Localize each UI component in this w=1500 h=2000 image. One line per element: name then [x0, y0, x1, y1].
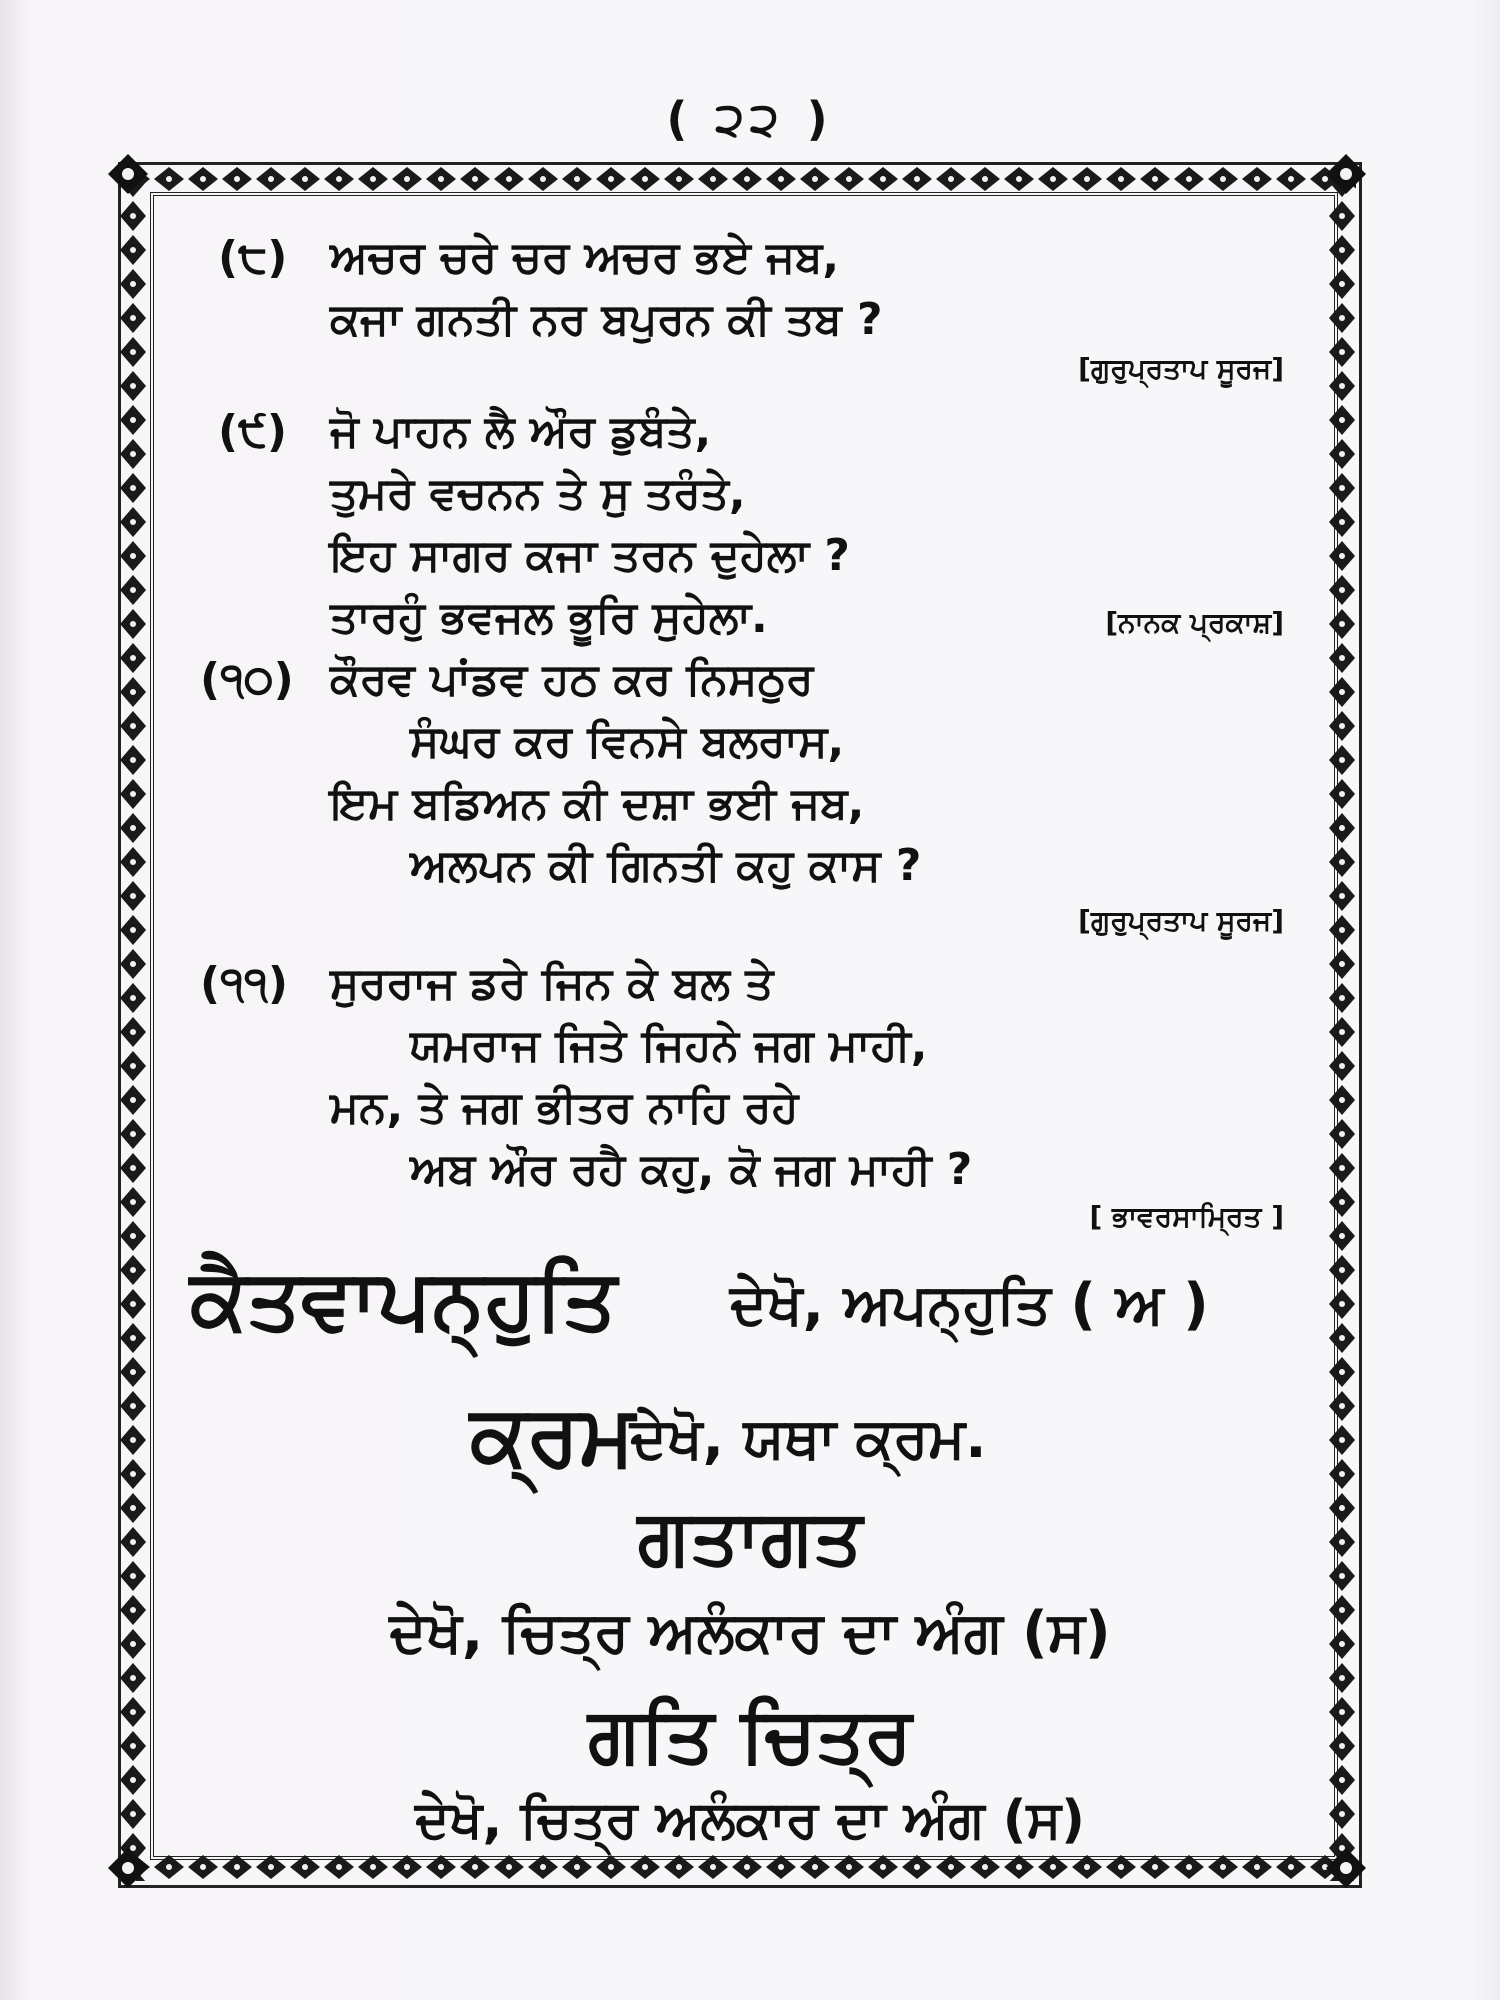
verse-number: (੧੧) — [200, 958, 289, 1009]
entry-heading: ਗਤਿ ਚਿਤ੍ਰ — [588, 1690, 912, 1779]
verse-line: ਤੁਮਰੇ ਵਚਨਨ ਤੇ ਸੁ ਤਰੰਤੇ, — [330, 468, 746, 519]
entry-heading: ਗਤਾਗਤ — [637, 1492, 863, 1581]
verse-number: (੧੦) — [200, 654, 294, 705]
verse-line: ਤਾਰਹੁੰ ਭਵਜਲ ਭੂਰਿ ਸੁਹੇਲਾ. — [330, 592, 768, 643]
verse-source: [ਨਾਨਕ ਪ੍ਰਕਾਸ਼] — [1105, 606, 1284, 639]
entry-reference: ਦੇਖੋ, ਯਥਾ ਕ੍ਰਮ. — [630, 1406, 987, 1471]
verse-line: ਕਜਾ ਗਨਤੀ ਨਰ ਬਪੁਰਨ ਕੀ ਤਬ ? — [330, 294, 883, 345]
verse-source: [ਗੁਰੁਪ੍ਰਤਾਪ ਸੂਰਜ] — [1078, 904, 1284, 937]
verse-line: ਮਨ, ਤੇ ਜਗ ਭੀਤਰ ਨਾਹਿ ਰਹੇ — [330, 1082, 799, 1133]
corner-ornament-bottom-left — [106, 1846, 150, 1890]
verse-line: ਇਮ ਬਡਿਅਨ ਕੀ ਦਸ਼ਾ ਭਈ ਜਬ, — [330, 778, 865, 829]
verse-line: ਸੁਰਰਾਜ ਡਰੇ ਜਿਨ ਕੇ ਬਲ ਤੇ — [330, 958, 774, 1009]
verse-line: ਇਹ ਸਾਗਰ ਕਜਾ ਤਰਨ ਦੁਹੇਲਾ ? — [330, 530, 850, 581]
border-pattern-top — [118, 164, 1356, 194]
verse-source: [ ਭਾਵਰਸਾਮ੍ਰਿਤ ] — [1089, 1200, 1284, 1233]
verse-line: ਯਮਰਾਜ ਜਿਤੇ ਜਿਹਨੇ ਜਗ ਮਾਹੀ, — [410, 1020, 928, 1071]
corner-ornament-top-left — [106, 152, 150, 196]
verse-line: ਜੋ ਪਾਹਨ ਲੈ ਔਰ ਡੁਬੰਤੇ, — [330, 406, 712, 457]
entry-heading: ਕੈਤਵਾਪਨ੍ਹੁਤਿ — [190, 1250, 617, 1348]
page-number: ( ੨੨ ) — [666, 92, 834, 146]
verse-number: (੮) — [218, 232, 288, 283]
verse-source: [ਗੁਰੁਪ੍ਰਤਾਪ ਸੂਰਜ] — [1078, 352, 1284, 385]
entry-heading: ਕ੍ਰਮ — [470, 1386, 635, 1484]
border-pattern-bottom — [118, 1852, 1356, 1882]
verse-line: ਅਲਪਨ ਕੀ ਗਿਨਤੀ ਕਹੁ ਕਾਸ ? — [410, 840, 922, 891]
verse-line: ਸੰਘਰ ਕਰ ਵਿਨਸੇ ਬਲਰਾਸ, — [410, 716, 845, 767]
verse-number: (੯) — [218, 406, 288, 457]
verse-line: ਅਬ ਔਰ ਰਹੈ ਕਹੁ, ਕੋ ਜਗ ਮਾਹੀ ? — [410, 1144, 973, 1195]
entry-reference: ਦੇਖੋ, ਅਪਨ੍ਹੁਤਿ ( ਅ ) — [730, 1272, 1209, 1337]
verse-line: ਅਚਰ ਚਰੇ ਚਰ ਅਚਰ ਭਏ ਜਬ, — [330, 232, 840, 283]
corner-ornament-top-right — [1324, 152, 1368, 196]
corner-ornament-bottom-right — [1324, 1846, 1368, 1890]
entry-reference: ਦੇਖੋ, ਚਿਤ੍ਰ ਅਲੰਕਾਰ ਦਾ ਅੰਗ (ਸ) — [389, 1600, 1111, 1665]
entry-reference: ਦੇਖੋ, ਚਿਤ੍ਰ ਅਲੰਕਾਰ ਦਾ ਅੰਗ (ਸ) — [415, 1790, 1085, 1850]
verse-line: ਕੌਰਵ ਪਾਂਡਵ ਹਠ ਕਰ ਨਿਸਠੁਰ — [330, 654, 814, 705]
